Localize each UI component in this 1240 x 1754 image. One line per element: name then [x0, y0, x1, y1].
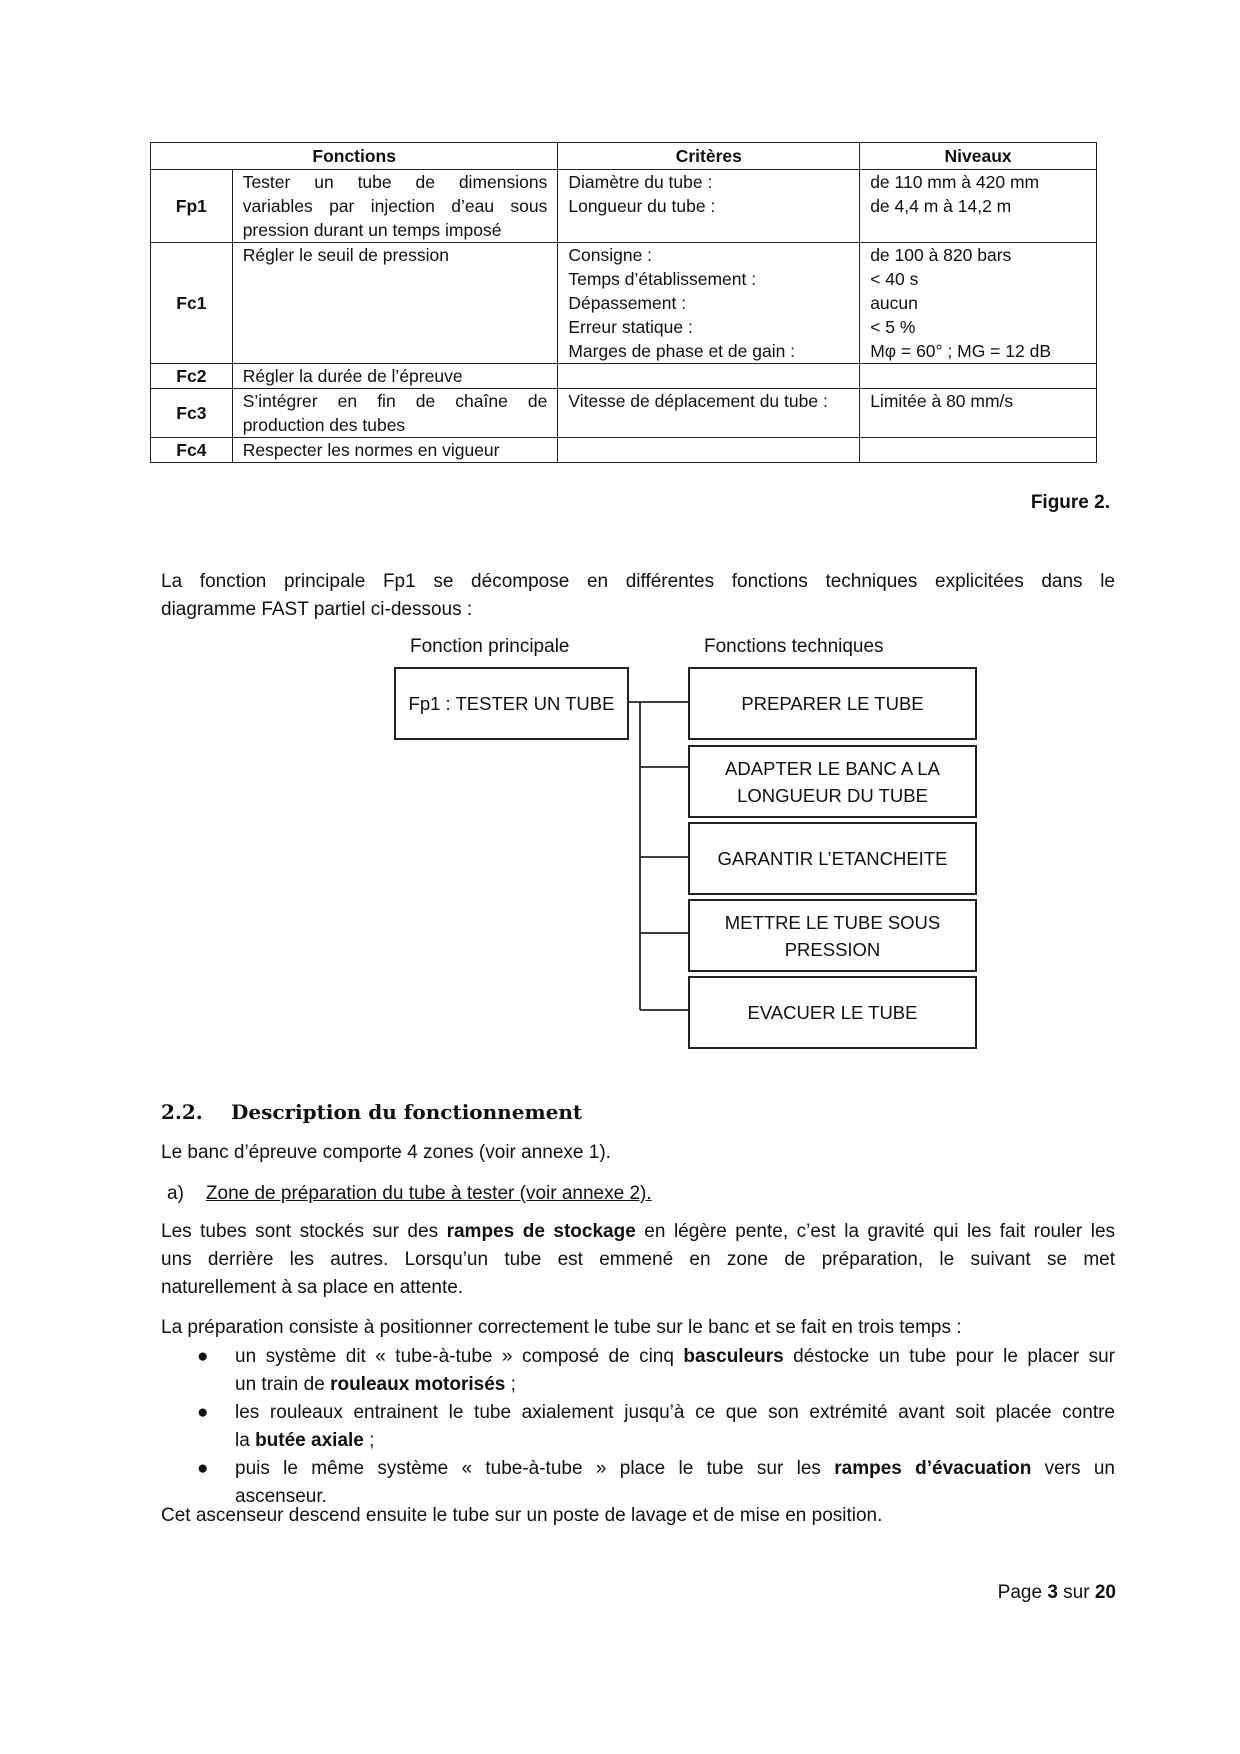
list-item — [161, 1343, 1115, 1399]
critere-line: Temps d’établissement : — [568, 269, 757, 289]
text-run: puis le même système « tube-à-tube » place le tube sur les — [235, 1458, 835, 1479]
text-run: vers un — [1031, 1458, 1115, 1479]
total-pages: 20 — [1094, 1582, 1116, 1603]
tech-function-label: PREPARER LE TUBE — [741, 693, 924, 714]
row-code: Fp1 — [151, 170, 233, 243]
critere-line: Diamètre du tube : — [568, 172, 713, 192]
row-code: Fc4 — [151, 438, 233, 463]
bullet-icon: ● — [197, 1346, 209, 1367]
section-paragraph: Le banc d’épreuve comporte 4 zones (voir annexe 1). — [161, 1142, 611, 1163]
bold-term: rampes d’évacuation — [834, 1458, 1032, 1479]
tech-function-label: LONGUEUR DU TUBE — [737, 784, 928, 806]
critere-line: Vitesse de déplacement du tube : — [568, 391, 828, 411]
critere-line: Consigne : — [568, 245, 653, 265]
intro-line: diagramme FAST partiel ci-dessous : — [161, 599, 473, 620]
bold-term: basculeurs — [683, 1346, 784, 1367]
text-run: un système dit « tube-à-tube » composé de cinq — [235, 1346, 684, 1367]
text-run: Page — [997, 1582, 1048, 1603]
text-run: ascenseur. — [235, 1486, 327, 1507]
fast-header-tech: Fonctions techniques — [704, 636, 884, 657]
fonction-line: Tester un tube de dimensions — [242, 172, 548, 192]
text-run: un train de — [235, 1374, 331, 1395]
fast-header-main: Fonction principale — [410, 636, 570, 657]
niveau-line: aucun — [870, 293, 918, 313]
bold-term: rampes de stockage — [446, 1221, 636, 1242]
elevator-paragraph: Cet ascenseur descend ensuite le tube sur un poste de lavage et de mise en position. — [161, 1505, 883, 1526]
preparation-steps — [161, 1343, 1115, 1511]
niveau-line: Limitée à 80 mm/s — [870, 391, 1014, 411]
text-run: ; — [363, 1430, 375, 1451]
critere-line: Longueur du tube : — [568, 196, 716, 216]
tech-function-label: EVACUER LE TUBE — [747, 1002, 918, 1023]
critere-line: Marges de phase et de gain : — [568, 341, 796, 361]
header-fonctions: Fonctions — [151, 143, 558, 170]
main-function-label: Fp1 : TESTER UN TUBE — [408, 693, 615, 714]
tech-function-label: METTRE LE TUBE SOUS — [724, 911, 941, 933]
fonction-line: production des tubes — [242, 415, 406, 435]
text-run: déstocke un tube pour le placer sur — [783, 1346, 1115, 1367]
bold-term: butée axiale — [255, 1430, 364, 1451]
subsection-a — [167, 1180, 1121, 1208]
fonction-line: Régler le seuil de pression — [242, 245, 449, 265]
tech-function-label: PRESSION — [784, 938, 881, 960]
row-code: Fc3 — [151, 389, 233, 438]
figure-caption: Figure 2. — [1030, 492, 1110, 513]
list-item — [161, 1399, 1115, 1455]
section-heading — [161, 1100, 582, 1124]
fonction-line: Régler la durée de l’épreuve — [242, 366, 463, 386]
tech-function-box — [688, 822, 977, 895]
main-function-box — [394, 667, 629, 740]
preparation-paragraph: La préparation consiste à positionner correctement le tube sur le banc et se fait en trois temps : — [161, 1317, 962, 1338]
bold-term: rouleaux motorisés — [330, 1374, 506, 1395]
bullet-icon: ● — [197, 1402, 209, 1423]
tech-function-box — [688, 976, 977, 1049]
tech-function-box — [688, 745, 977, 818]
bullet-icon: ● — [197, 1458, 209, 1479]
niveau-line: de 110 mm à 420 mm — [870, 172, 1040, 192]
row-code: Fc2 — [151, 364, 233, 389]
subsection-title: Zone de préparation du tube à tester (voir annexe 2). — [205, 1183, 652, 1204]
niveau-line: Mφ = 60° ; MG = 12 dB — [870, 341, 1051, 361]
header-niveaux: Niveaux — [860, 143, 1097, 170]
text-run: ; — [505, 1374, 516, 1395]
header-criteres: Critères — [558, 143, 860, 170]
critere-line: Dépassement : — [568, 293, 687, 313]
storage-paragraph — [161, 1218, 1115, 1302]
section-number: 2.2. — [161, 1100, 203, 1124]
niveau-line: < 5 % — [870, 317, 916, 337]
text-run: sur — [1057, 1582, 1095, 1603]
fonction-line: variables par injection d’eau sous — [242, 196, 548, 216]
text-run: uns derrière les autres. Lorsqu’un tube est emmené en zone de préparation, le suivant se met — [161, 1249, 1115, 1270]
subsection-label: a) — [167, 1183, 184, 1204]
fonction-line: S’intégrer en fin de chaîne de — [242, 391, 548, 411]
fonction-line: pression durant un temps imposé — [242, 220, 502, 240]
intro-line: La fonction principale Fp1 se décompose en différentes fonctions techniques explicitées dans le — [161, 571, 1115, 592]
current-page: 3 — [1047, 1582, 1058, 1603]
fonction-line: Respecter les normes en vigueur — [242, 440, 500, 460]
text-run: en légère pente, c’est la gravité qui les fait rouler les — [635, 1221, 1116, 1242]
critere-line: Erreur statique : — [568, 317, 693, 337]
tech-function-label: GARANTIR L’ETANCHEITE — [717, 848, 948, 869]
section-title: Description du fonctionnement — [231, 1100, 583, 1124]
text-run: naturellement à sa place en attente. — [161, 1277, 464, 1298]
tech-function-box — [688, 667, 977, 740]
tech-function-label: ADAPTER LE BANC A LA — [725, 757, 940, 779]
text-run: les rouleaux entrainent le tube axialement jusqu’à ce que son extrémité avant soit placée contre — [235, 1402, 1115, 1423]
niveau-line: de 4,4 m à 14,2 m — [870, 196, 1012, 216]
niveau-line: < 40 s — [870, 269, 919, 289]
text-run: la — [235, 1430, 256, 1451]
tech-function-box — [688, 899, 977, 972]
niveau-line: de 100 à 820 bars — [870, 245, 1012, 265]
page-number — [998, 1582, 1116, 1604]
row-code: Fc1 — [151, 243, 233, 364]
text-run: Les tubes sont stockés sur des — [161, 1221, 447, 1242]
